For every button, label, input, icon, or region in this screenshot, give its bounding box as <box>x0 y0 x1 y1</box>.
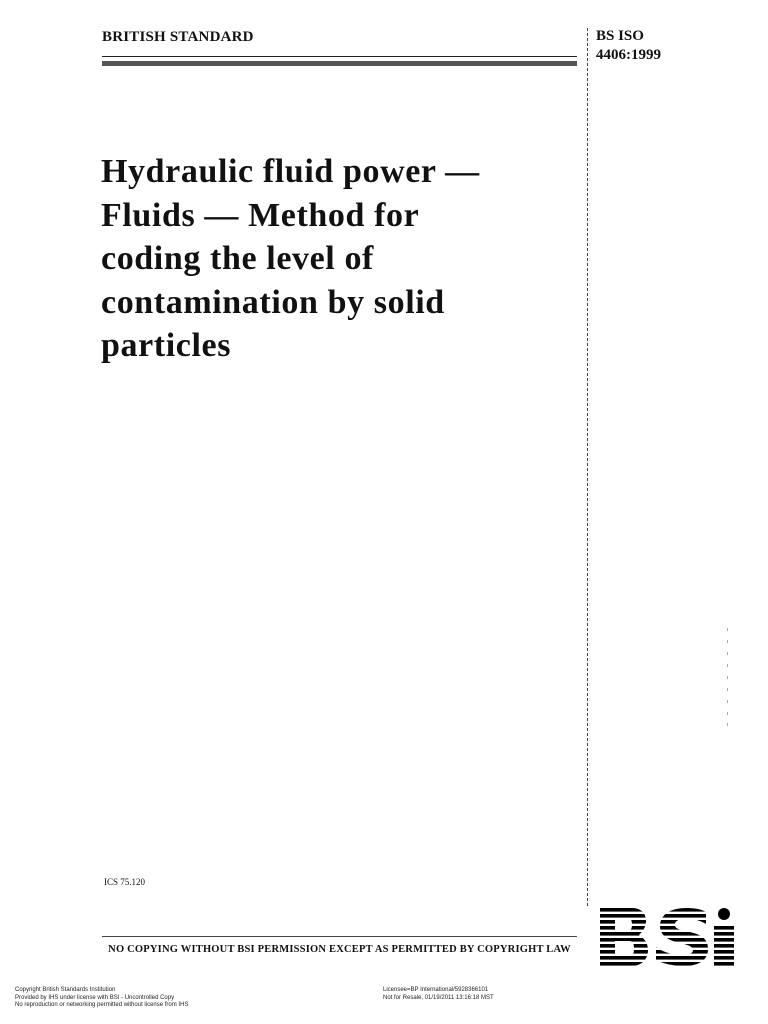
notice-rule <box>102 936 577 937</box>
title-line: coding the level of <box>101 240 374 277</box>
bsi-logo-icon <box>598 908 736 966</box>
title-line: Hydraulic fluid power — <box>101 153 480 190</box>
designation-line-2: 4406:1999 <box>596 47 661 63</box>
title-line: contamination by solid <box>101 283 445 321</box>
footer-line: No reproduction or networking permitted without license from IHS <box>15 1002 189 1009</box>
standard-designation <box>596 27 661 65</box>
footer-line: Not for Resale, 01/19/2011 13:16:18 MST <box>383 994 494 1001</box>
bsi-logo-dot <box>718 908 730 920</box>
margin-marks <box>726 628 730 726</box>
header-rule-thin <box>102 56 577 57</box>
footer-line: Provided by IHS under license with BSI - Uncontrolled Copy <box>15 994 175 1001</box>
ics-code: ICS 75.120 <box>104 877 146 887</box>
footer-license-left <box>15 987 188 1010</box>
copyright-notice: NO COPYING WITHOUT BSI PERMISSION EXCEPT AS PERMITTED BY COPYRIGHT LAW <box>108 944 571 955</box>
document-title <box>101 150 576 368</box>
title-line: Fluids — Method for <box>101 196 420 234</box>
footer-line: Licensee=BP International/5928366101 <box>383 987 489 993</box>
title-line: particles <box>101 327 232 364</box>
footer-line: Copyright British Standards Institution <box>15 987 116 993</box>
vertical-divider <box>587 28 588 906</box>
standard-series-label: BRITISH STANDARD <box>102 29 254 45</box>
header-rule-thick <box>102 61 577 66</box>
footer-license-right <box>383 987 494 1002</box>
designation-line-1: BS ISO <box>596 28 644 44</box>
